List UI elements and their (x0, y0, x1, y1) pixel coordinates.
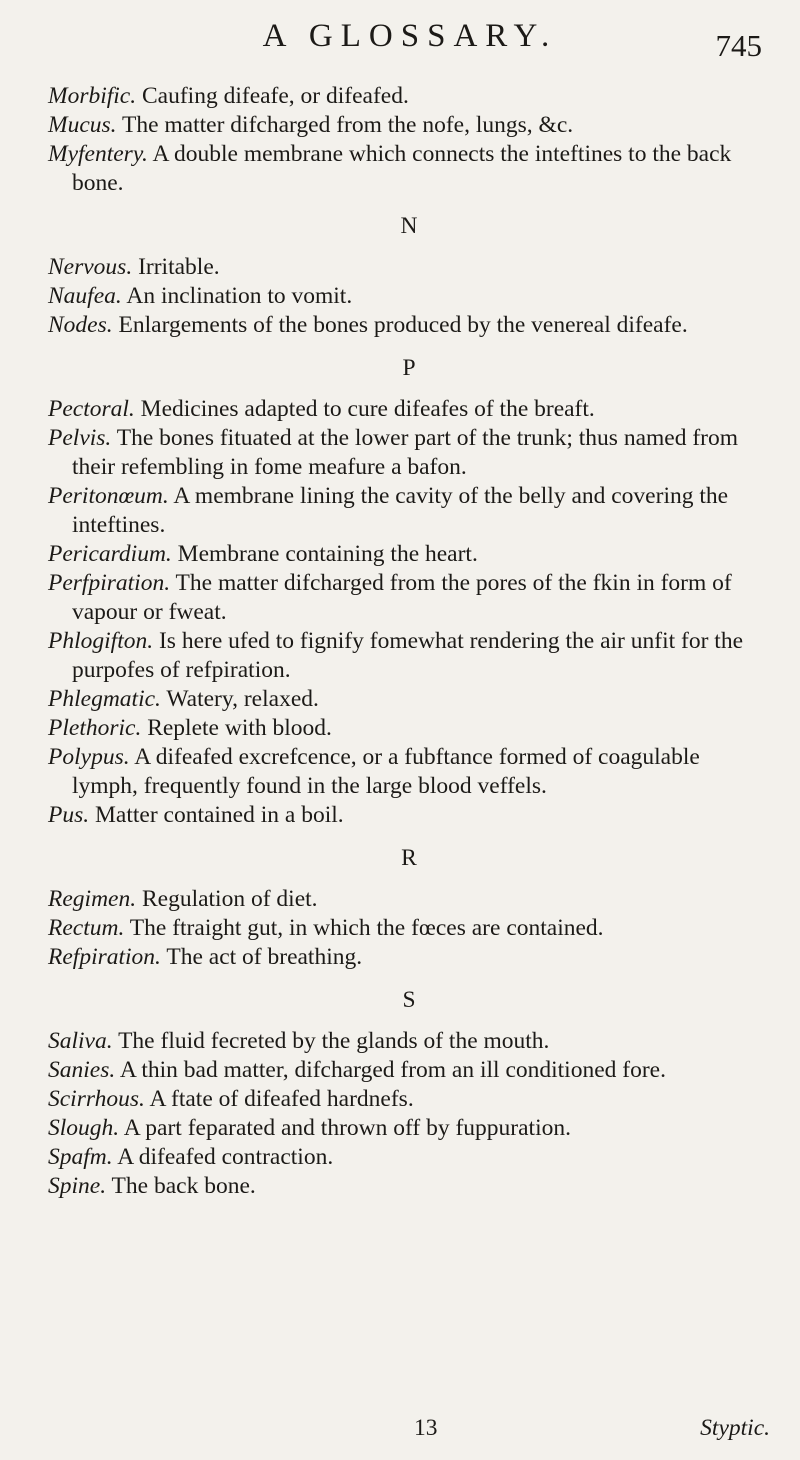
entry-term: Nodes. (48, 312, 113, 338)
entry-definition: A part feparated and thrown off by fuppuration. (123, 1115, 571, 1141)
entry-definition: Regulation of diet. (141, 886, 318, 912)
glossary-entry (48, 1056, 770, 1085)
glossary-entry (48, 82, 770, 111)
entry-definition: A thin bad matter, difcharged from an ill conditioned fore. (119, 1057, 666, 1083)
glossary-entry (48, 482, 770, 540)
entry-definition: An inclination to vomit. (126, 283, 353, 309)
entry-definition: Medicines adapted to cure difeafes of the breaft. (140, 396, 595, 422)
entry-definition: Is here ufed to fignify fomewhat rendering the air unfit for the purpofes of refpiration. (72, 628, 744, 683)
glossary-entry (48, 943, 770, 972)
glossary-entry (48, 111, 770, 140)
entry-term: Phlegmatic. (48, 686, 161, 712)
signature-mark: 13 (414, 1415, 438, 1441)
entry-definition: The act of breathing. (166, 944, 363, 970)
glossary-entry (48, 282, 770, 311)
entry-term: Mucus. (48, 112, 117, 138)
section-letter: P (402, 355, 416, 381)
glossary-entry (48, 1027, 770, 1056)
catchword: Styptic. (700, 1415, 770, 1441)
entry-definition: The back bone. (111, 1173, 256, 1199)
entry-term: Spafm. (48, 1144, 113, 1170)
section-letter: S (402, 987, 416, 1013)
entry-term: Naufea. (48, 283, 122, 309)
entry-definition: Caufing difeafe, or difeafed. (142, 83, 409, 109)
glossary-entry (48, 1114, 770, 1143)
entry-definition: Watery, relaxed. (166, 686, 319, 712)
glossary-entry (48, 311, 770, 340)
entry-term: Scirrhous. (48, 1086, 145, 1112)
entry-definition: The matter difcharged from the pores of the fkin in form of vapour or fweat. (72, 570, 732, 625)
entry-definition: The matter difcharged from the nofe, lungs, &c. (121, 112, 574, 138)
glossary-entry (48, 540, 770, 569)
entry-term: Refpiration. (48, 944, 161, 970)
entry-definition: Replete with blood. (147, 715, 332, 741)
entry-term: Perfpiration. (48, 570, 171, 596)
entry-definition: A difeafed excrefcence, or a fubftance formed of coagulable lymph, frequently found in the large blood veffels. (72, 744, 700, 799)
glossary-entry (48, 914, 770, 943)
entry-term: Pericardium. (48, 541, 172, 567)
glossary-entry (48, 424, 770, 482)
entry-term: Phlogifton. (48, 628, 154, 654)
entry-definition: Membrane containing the heart. (177, 541, 478, 567)
page-header (0, 18, 800, 68)
glossary-entry (48, 801, 770, 830)
glossary-entry (48, 1085, 770, 1114)
entry-term: Myfentery. (48, 141, 148, 167)
entry-term: Pectoral. (48, 396, 135, 422)
entry-term: Plethoric. (48, 715, 142, 741)
entry-term: Pus. (48, 802, 90, 828)
entry-definition: The bones fituated at the lower part of the trunk; thus named from their refembling in fome meafure a bafon. (72, 425, 739, 480)
entry-term: Peritonœum. (48, 483, 169, 509)
page-number: 745 (715, 28, 762, 63)
entry-definition: Irritable. (138, 254, 220, 280)
glossary-entry (48, 1172, 770, 1201)
glossary-entry (48, 714, 770, 743)
glossary-body (48, 82, 770, 1201)
entry-term: Nervous. (48, 254, 133, 280)
entry-term: Slough. (48, 1115, 120, 1141)
glossary-entry (48, 140, 770, 198)
entry-term: Pelvis. (48, 425, 112, 451)
entry-definition: A double membrane which connects the inteftines to the back bone. (72, 141, 732, 196)
section-letter: R (401, 845, 417, 871)
glossary-entry (48, 743, 770, 801)
entry-definition: A ftate of difeafed hardnefs. (149, 1086, 414, 1112)
entry-term: Sanies. (48, 1057, 116, 1083)
running-title: A GLOSSARY. (262, 18, 558, 54)
glossary-entry (48, 395, 770, 424)
page-footer (48, 1415, 770, 1445)
glossary-entry (48, 1143, 770, 1172)
glossary-entry (48, 685, 770, 714)
glossary-entry (48, 885, 770, 914)
entry-term: Rectum. (48, 915, 125, 941)
entry-definition: A membrane lining the cavity of the belly and covering the inteftines. (72, 483, 729, 538)
entry-term: Spine. (48, 1173, 107, 1199)
entry-definition: Enlargements of the bones produced by the venereal difeafe. (118, 312, 688, 338)
entry-term: Morbific. (48, 83, 137, 109)
entry-definition: Matter contained in a boil. (95, 802, 344, 828)
glossary-entry (48, 253, 770, 282)
entry-term: Polypus. (48, 744, 130, 770)
section-letter: N (400, 213, 418, 239)
entry-definition: A difeafed contraction. (117, 1144, 334, 1170)
glossary-entry (48, 569, 770, 627)
entry-definition: The ftraight gut, in which the fœces are contained. (129, 915, 604, 941)
glossary-entry (48, 627, 770, 685)
entry-term: Regimen. (48, 886, 137, 912)
entry-term: Saliva. (48, 1028, 113, 1054)
entry-definition: The fluid fecreted by the glands of the mouth. (118, 1028, 550, 1054)
